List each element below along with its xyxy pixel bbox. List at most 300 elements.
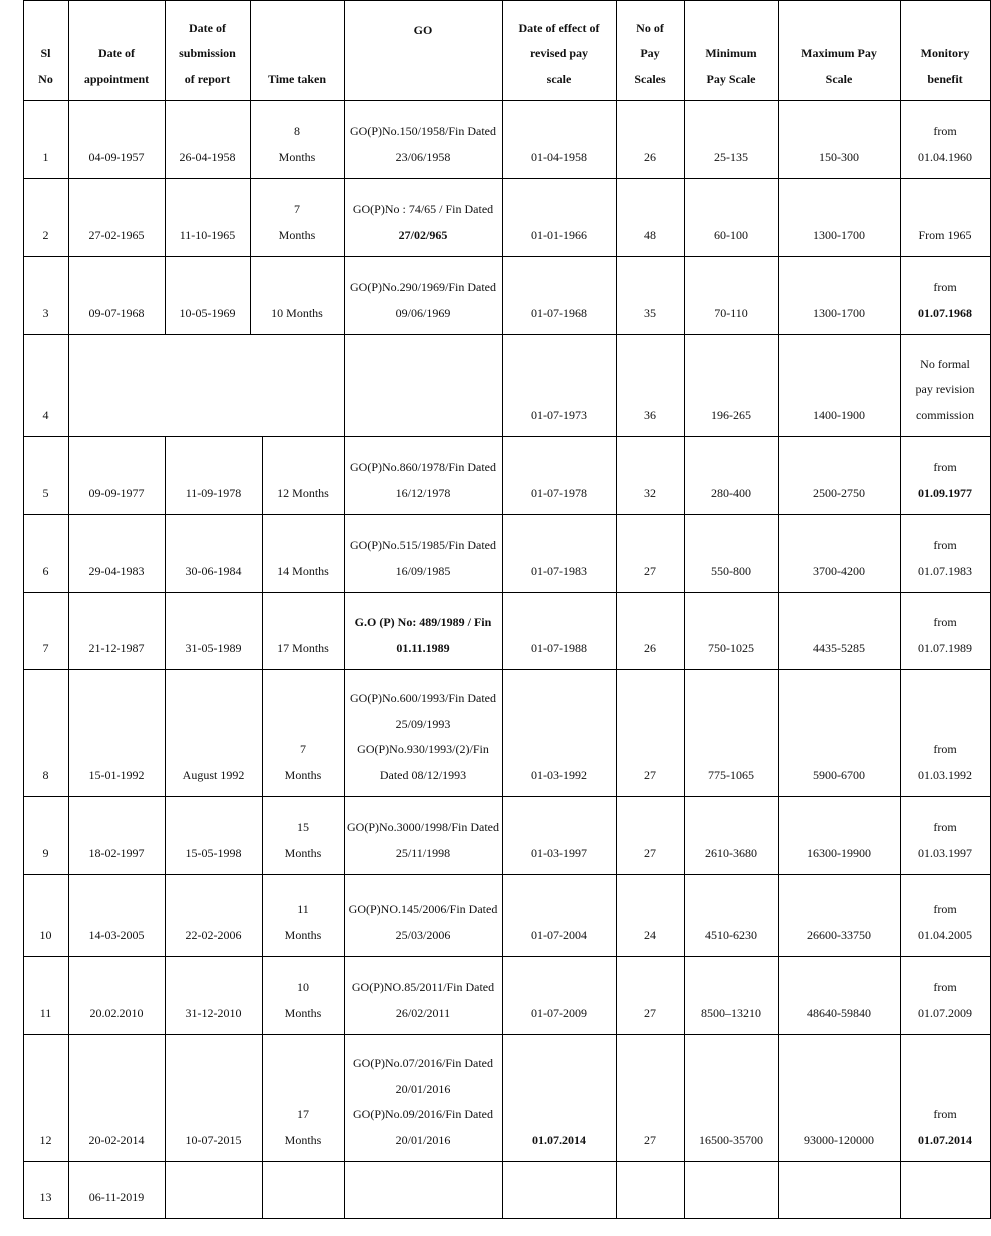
benefit-cell-line: 01.04.2005 <box>918 927 972 942</box>
pay-revision-table <box>23 0 991 1218</box>
grid-line <box>23 1161 991 1162</box>
benefit-cell <box>900 956 990 1034</box>
grid-line <box>262 956 263 1034</box>
grid-line <box>616 1034 617 1161</box>
grid-line <box>900 1161 901 1218</box>
appointment-cell-line: 09-07-1968 <box>88 305 145 320</box>
effect-date-cell <box>502 956 616 1034</box>
submission-cell-line: 11-09-1978 <box>185 485 242 500</box>
grid-line <box>165 514 166 592</box>
benefit-cell-line: from <box>933 460 957 474</box>
grid-line <box>778 334 779 436</box>
submission-cell-line: 26-04-1958 <box>179 149 236 164</box>
minimum-pay-cell <box>684 334 778 436</box>
pay-scales-count-cell-line: 26 <box>644 640 656 655</box>
header-minimum_pay_scale <box>684 0 778 100</box>
sl-no-cell <box>23 514 68 592</box>
grid-line <box>68 1161 69 1218</box>
benefit-cell <box>900 796 990 874</box>
grid-line <box>778 0 779 100</box>
time-taken-cell-line: 10 <box>297 980 309 994</box>
maximum-pay-cell-line: 48640-59840 <box>807 1005 871 1020</box>
grid-line <box>900 436 901 514</box>
benefit-cell <box>900 514 990 592</box>
submission-cell <box>165 256 250 334</box>
grid-line <box>502 796 503 874</box>
pay-scales-count-cell <box>616 796 684 874</box>
appointment-cell-line: 20.02.2010 <box>89 1005 144 1020</box>
grid-line <box>23 334 991 335</box>
grid-line <box>616 436 617 514</box>
submission-cell-line: 11-10-1965 <box>179 227 236 242</box>
benefit-cell-line: from <box>933 1107 957 1121</box>
sl-no-cell-line: 11 <box>39 1005 52 1020</box>
grid-line <box>68 514 69 592</box>
go-cell-line: GO(P)No.515/1985/Fin Dated <box>350 538 496 552</box>
appointment-cell <box>68 592 165 669</box>
time-taken-cell <box>262 669 344 796</box>
time-taken-cell <box>262 436 344 514</box>
grid-line <box>502 436 503 514</box>
grid-line <box>684 592 685 669</box>
header-sl_no-line: No <box>38 71 53 86</box>
pay-scales-count-cell <box>616 436 684 514</box>
maximum-pay-cell <box>778 796 900 874</box>
grid-line <box>23 100 991 101</box>
go-cell-line: GO(P)NO.85/2011/Fin Dated <box>351 980 495 994</box>
time-taken-cell <box>262 1034 344 1161</box>
grid-line <box>684 1161 685 1218</box>
grid-line <box>68 956 69 1034</box>
header-go-line: GO <box>413 23 433 37</box>
appointment-cell-line: 14-03-2005 <box>88 927 145 942</box>
minimum-pay-cell-line: 280-400 <box>711 485 751 500</box>
benefit-cell-line: 01.07.1968 <box>918 305 972 320</box>
grid-line <box>262 514 263 592</box>
minimum-pay-cell-line: 775-1065 <box>708 767 754 782</box>
effect-date-cell-line: 01-01-1966 <box>531 227 587 242</box>
grid-line <box>262 592 263 669</box>
header-sl_no-line: Sl <box>40 46 51 60</box>
submission-cell <box>165 669 262 796</box>
sl-no-cell <box>23 178 68 256</box>
grid-line <box>165 956 166 1034</box>
time-taken-cell-line: Months <box>284 845 322 860</box>
grid-line <box>344 436 345 514</box>
effect-date-cell <box>502 436 616 514</box>
maximum-pay-cell-line: 16300-19900 <box>807 845 871 860</box>
time-taken-cell-line: Months <box>278 149 316 164</box>
grid-line <box>778 592 779 669</box>
grid-line <box>165 0 166 100</box>
go-cell <box>344 514 502 592</box>
time-taken-cell-line: 10 Months <box>271 305 323 320</box>
grid-line <box>900 100 901 178</box>
pay-scales-count-cell <box>616 874 684 956</box>
benefit-cell-line: 01.07.1989 <box>918 640 972 655</box>
submission-cell-line: 30-06-1984 <box>185 563 242 578</box>
pay-scales-count-cell-line: 35 <box>644 305 656 320</box>
sl-no-cell <box>23 956 68 1034</box>
sl-no-cell-line: 7 <box>42 640 49 655</box>
minimum-pay-cell <box>684 514 778 592</box>
header-date_of_submission-line: Date of <box>189 20 226 35</box>
maximum-pay-cell-line: 150-300 <box>819 149 859 164</box>
go-cell-line: GO(P)No.930/1993/(2)/Fin <box>357 742 489 756</box>
benefit-cell-line: 01.03.1992 <box>918 767 972 782</box>
submission-cell-line: 10-05-1969 <box>179 305 236 320</box>
appointment-cell <box>68 1034 165 1161</box>
sl-no-cell-line: 2 <box>42 227 49 242</box>
minimum-pay-cell-line: 750-1025 <box>708 640 754 655</box>
maximum-pay-cell-line: 3700-4200 <box>813 563 865 578</box>
header-monitory_benefit-line: Monitory <box>920 46 970 60</box>
grid-line <box>616 100 617 178</box>
submission-cell <box>165 874 262 956</box>
effect-date-cell <box>502 1161 616 1218</box>
grid-line <box>68 1034 69 1161</box>
time-taken-cell-line: Months <box>278 227 316 242</box>
header-no_of_pay_scales-line: No of <box>636 20 664 35</box>
pay-scales-count-cell <box>616 514 684 592</box>
grid-line <box>23 0 24 100</box>
grid-line <box>23 178 24 256</box>
grid-line <box>165 796 166 874</box>
time-taken-cell-line: 8 <box>294 124 300 138</box>
pay-scales-count-cell-line: 27 <box>644 1005 656 1020</box>
benefit-cell-line: 01.07.2009 <box>918 1005 972 1020</box>
go-cell-line: 26/02/2011 <box>395 1005 451 1020</box>
maximum-pay-cell <box>778 334 900 436</box>
header-minimum_pay_scale-line: Pay Scale <box>706 71 756 86</box>
grid-line <box>23 514 24 592</box>
header-date_of_submission <box>165 0 250 100</box>
grid-line <box>23 956 24 1034</box>
sl-no-cell-line: 5 <box>42 485 49 500</box>
grid-line <box>250 256 251 334</box>
grid-line <box>165 874 166 956</box>
effect-date-cell <box>502 1034 616 1161</box>
grid-line <box>262 874 263 956</box>
effect-date-cell-line: 01-07-1978 <box>531 485 587 500</box>
submission-cell-line: 15-05-1998 <box>185 845 242 860</box>
go-cell-line: 20/01/2016 <box>395 1132 451 1147</box>
grid-line <box>778 514 779 592</box>
time-taken-cell-line: 11 <box>297 902 309 916</box>
benefit-cell-line: from <box>933 902 957 916</box>
grid-line <box>344 100 345 178</box>
sl-no-cell <box>23 874 68 956</box>
grid-line <box>344 256 345 334</box>
minimum-pay-cell <box>684 1034 778 1161</box>
time-taken-cell-line: 17 <box>297 1107 309 1121</box>
benefit-cell-line: from <box>933 280 957 294</box>
time-taken-cell <box>250 178 344 256</box>
grid-line <box>23 796 991 797</box>
pay-scales-count-cell <box>616 956 684 1034</box>
sl-no-cell <box>23 334 68 436</box>
maximum-pay-cell <box>778 436 900 514</box>
header-date_of_appointment-line: Date of <box>98 46 135 60</box>
grid-line <box>23 669 24 796</box>
submission-cell <box>165 1034 262 1161</box>
pay-scales-count-cell-line: 27 <box>644 563 656 578</box>
grid-line <box>68 436 69 514</box>
minimum-pay-cell <box>684 874 778 956</box>
header-no_of_pay_scales-line: Pay <box>640 46 660 60</box>
sl-no-cell <box>23 256 68 334</box>
minimum-pay-cell <box>684 669 778 796</box>
grid-line <box>23 592 991 593</box>
benefit-cell <box>900 669 990 796</box>
benefit-cell-line: 01.07.2014 <box>918 1132 972 1147</box>
effect-date-cell <box>502 669 616 796</box>
time-taken-cell-line: 7 <box>300 742 306 756</box>
grid-line <box>502 669 503 796</box>
maximum-pay-cell-line: 4435-5285 <box>813 640 865 655</box>
pay-scales-count-cell-line: 27 <box>644 1132 656 1147</box>
grid-line <box>165 592 166 669</box>
effect-date-cell <box>502 256 616 334</box>
grid-line <box>23 0 991 1</box>
sl-no-cell-line: 3 <box>42 305 49 320</box>
header-date_of_effect-line: revised pay <box>529 46 589 60</box>
grid-line <box>68 0 69 100</box>
effect-date-cell-line: 01-07-1973 <box>531 407 587 422</box>
minimum-pay-cell-line: 8500–13210 <box>701 1005 761 1020</box>
grid-line <box>900 514 901 592</box>
effect-date-cell <box>502 514 616 592</box>
go-cell <box>344 334 502 436</box>
go-cell <box>344 256 502 334</box>
appointment-cell-line: 06-11-2019 <box>88 1189 145 1204</box>
grid-line <box>344 1161 345 1218</box>
grid-line <box>900 1034 901 1161</box>
minimum-pay-cell-line: 25-135 <box>714 149 748 164</box>
grid-line <box>165 178 166 256</box>
effect-date-cell <box>502 592 616 669</box>
maximum-pay-cell <box>778 514 900 592</box>
grid-line <box>344 796 345 874</box>
grid-line <box>165 436 166 514</box>
benefit-cell-line: from <box>933 124 957 138</box>
grid-line <box>684 334 685 436</box>
grid-line <box>23 178 991 179</box>
appointment-cell <box>68 1161 165 1218</box>
minimum-pay-cell-line: 60-100 <box>714 227 748 242</box>
effect-date-cell-line: 01-07-1983 <box>531 563 587 578</box>
grid-line <box>900 334 901 436</box>
grid-line <box>616 0 617 100</box>
appointment-cell-line: 09-09-1977 <box>88 485 145 500</box>
maximum-pay-cell-line: 5900-6700 <box>813 767 865 782</box>
time-taken-cell-line: Months <box>284 927 322 942</box>
pay-scales-count-cell-line: 48 <box>644 227 656 242</box>
benefit-cell <box>900 178 990 256</box>
benefit-cell-line: from <box>933 538 957 552</box>
grid-line <box>502 256 503 334</box>
appointment-cell <box>68 256 165 334</box>
effect-date-cell-line: 01-07-1968 <box>531 305 587 320</box>
header-sl_no <box>23 0 68 100</box>
grid-line <box>684 0 685 100</box>
go-cell-line: 09/06/1969 <box>395 305 451 320</box>
grid-line <box>23 669 991 670</box>
minimum-pay-cell <box>684 436 778 514</box>
grid-line <box>23 100 24 178</box>
grid-line <box>684 514 685 592</box>
grid-line <box>502 0 503 100</box>
benefit-cell-line: 01.03.1997 <box>918 845 972 860</box>
maximum-pay-cell <box>778 1161 900 1218</box>
maximum-pay-cell-line: 26600-33750 <box>807 927 871 942</box>
header-date_of_submission-line: submission <box>179 46 236 60</box>
maximum-pay-cell <box>778 874 900 956</box>
grid-line <box>778 1161 779 1218</box>
go-cell-line: 25/09/1993 <box>395 716 451 731</box>
submission-cell-line: 31-12-2010 <box>185 1005 242 1020</box>
appointment-cell <box>68 514 165 592</box>
benefit-cell <box>900 592 990 669</box>
go-cell-line: 23/06/1958 <box>395 149 451 164</box>
grid-line <box>344 178 345 256</box>
submission-cell <box>165 1161 262 1218</box>
time-taken-cell <box>262 592 344 669</box>
benefit-cell <box>900 1034 990 1161</box>
appointment-cell-line: 21-12-1987 <box>88 640 145 655</box>
header-time_taken <box>250 0 344 100</box>
grid-line <box>165 256 166 334</box>
grid-line <box>616 178 617 256</box>
grid-line <box>165 100 166 178</box>
go-cell-line: 25/11/1998 <box>395 845 451 860</box>
grid-line <box>900 874 901 956</box>
grid-line <box>900 956 901 1034</box>
minimum-pay-cell-line: 196-265 <box>711 407 751 422</box>
grid-line <box>778 100 779 178</box>
go-cell <box>344 178 502 256</box>
sl-no-cell <box>23 592 68 669</box>
header-monitory_benefit <box>900 0 990 100</box>
time-taken-cell <box>262 874 344 956</box>
go-cell <box>344 874 502 956</box>
benefit-cell-line: from <box>933 742 957 756</box>
effect-date-cell-line: 01-07-2004 <box>531 927 587 942</box>
grid-line <box>68 796 69 874</box>
grid-line <box>900 178 901 256</box>
sl-no-cell <box>23 1161 68 1218</box>
benefit-cell-line: pay revision <box>915 382 975 396</box>
grid-line <box>778 796 779 874</box>
effect-date-cell-line: 01-03-1997 <box>531 845 587 860</box>
header-monitory_benefit-line: benefit <box>927 71 963 86</box>
go-cell <box>344 956 502 1034</box>
appointment-cell-line: 18-02-1997 <box>88 845 145 860</box>
go-cell-line: GO(P)No.3000/1998/Fin Dated <box>347 820 499 834</box>
go-cell-line: GO(P)No.07/2016/Fin Dated <box>353 1056 493 1070</box>
grid-line <box>165 669 166 796</box>
minimum-pay-cell-line: 2610-3680 <box>705 845 757 860</box>
effect-date-cell-line: 01-07-1988 <box>531 640 587 655</box>
grid-line <box>502 874 503 956</box>
maximum-pay-cell-line: 2500-2750 <box>813 485 865 500</box>
grid-line <box>684 669 685 796</box>
grid-line <box>778 874 779 956</box>
sl-no-cell-line: 8 <box>42 767 49 782</box>
effect-date-cell <box>502 334 616 436</box>
grid-line <box>778 956 779 1034</box>
header-maximum_pay_scale <box>778 0 900 100</box>
appointment-cell <box>68 100 165 178</box>
benefit-cell-line: 01.04.1960 <box>918 149 972 164</box>
grid-line <box>262 669 263 796</box>
grid-line <box>900 669 901 796</box>
go-cell-line: GO(P)No.09/2016/Fin Dated <box>353 1107 493 1121</box>
grid-line <box>344 669 345 796</box>
grid-line <box>684 100 685 178</box>
submission-cell <box>165 100 250 178</box>
appointment-cell <box>68 956 165 1034</box>
benefit-cell <box>900 100 990 178</box>
maximum-pay-cell-line: 1300-1700 <box>813 227 865 242</box>
minimum-pay-cell <box>684 956 778 1034</box>
pay-scales-count-cell-line: 27 <box>644 845 656 860</box>
time-taken-cell-line: Months <box>284 1005 322 1020</box>
header-time_taken-line: Time taken <box>267 71 327 86</box>
sl-no-cell <box>23 100 68 178</box>
grid-line <box>23 874 991 875</box>
pay-scales-count-cell-line: 27 <box>644 767 656 782</box>
grid-line <box>684 1034 685 1161</box>
merged-blank-cell <box>68 334 344 436</box>
go-cell <box>344 796 502 874</box>
grid-line <box>502 514 503 592</box>
grid-line <box>344 874 345 956</box>
sl-no-cell-line: 10 <box>39 927 52 942</box>
grid-line <box>23 256 24 334</box>
header-no_of_pay_scales <box>616 0 684 100</box>
benefit-cell-line: No formal <box>920 356 970 371</box>
go-cell <box>344 669 502 796</box>
grid-line <box>262 1161 263 1218</box>
header-date_of_effect-line: scale <box>546 71 572 86</box>
grid-line <box>684 256 685 334</box>
grid-line <box>23 436 991 437</box>
pay-scales-count-cell-line: 32 <box>644 485 656 500</box>
benefit-cell-line: From 1965 <box>918 227 972 242</box>
grid-line <box>900 592 901 669</box>
grid-line <box>616 669 617 796</box>
grid-line <box>502 592 503 669</box>
maximum-pay-cell <box>778 256 900 334</box>
go-cell-line: 16/12/1978 <box>395 485 451 500</box>
grid-line <box>68 874 69 956</box>
maximum-pay-cell <box>778 1034 900 1161</box>
maximum-pay-cell <box>778 592 900 669</box>
grid-line <box>684 874 685 956</box>
submission-cell <box>165 514 262 592</box>
benefit-cell-line: 01.09.1977 <box>918 485 972 500</box>
submission-cell <box>165 796 262 874</box>
grid-line <box>23 796 24 874</box>
sl-no-cell-line: 12 <box>39 1132 52 1147</box>
grid-line <box>262 1034 263 1161</box>
benefit-cell <box>900 436 990 514</box>
sl-no-cell <box>23 1034 68 1161</box>
appointment-cell <box>68 796 165 874</box>
appointment-cell-line: 15-01-1992 <box>88 767 145 782</box>
header-minimum_pay_scale-line: Minimum <box>705 46 757 60</box>
